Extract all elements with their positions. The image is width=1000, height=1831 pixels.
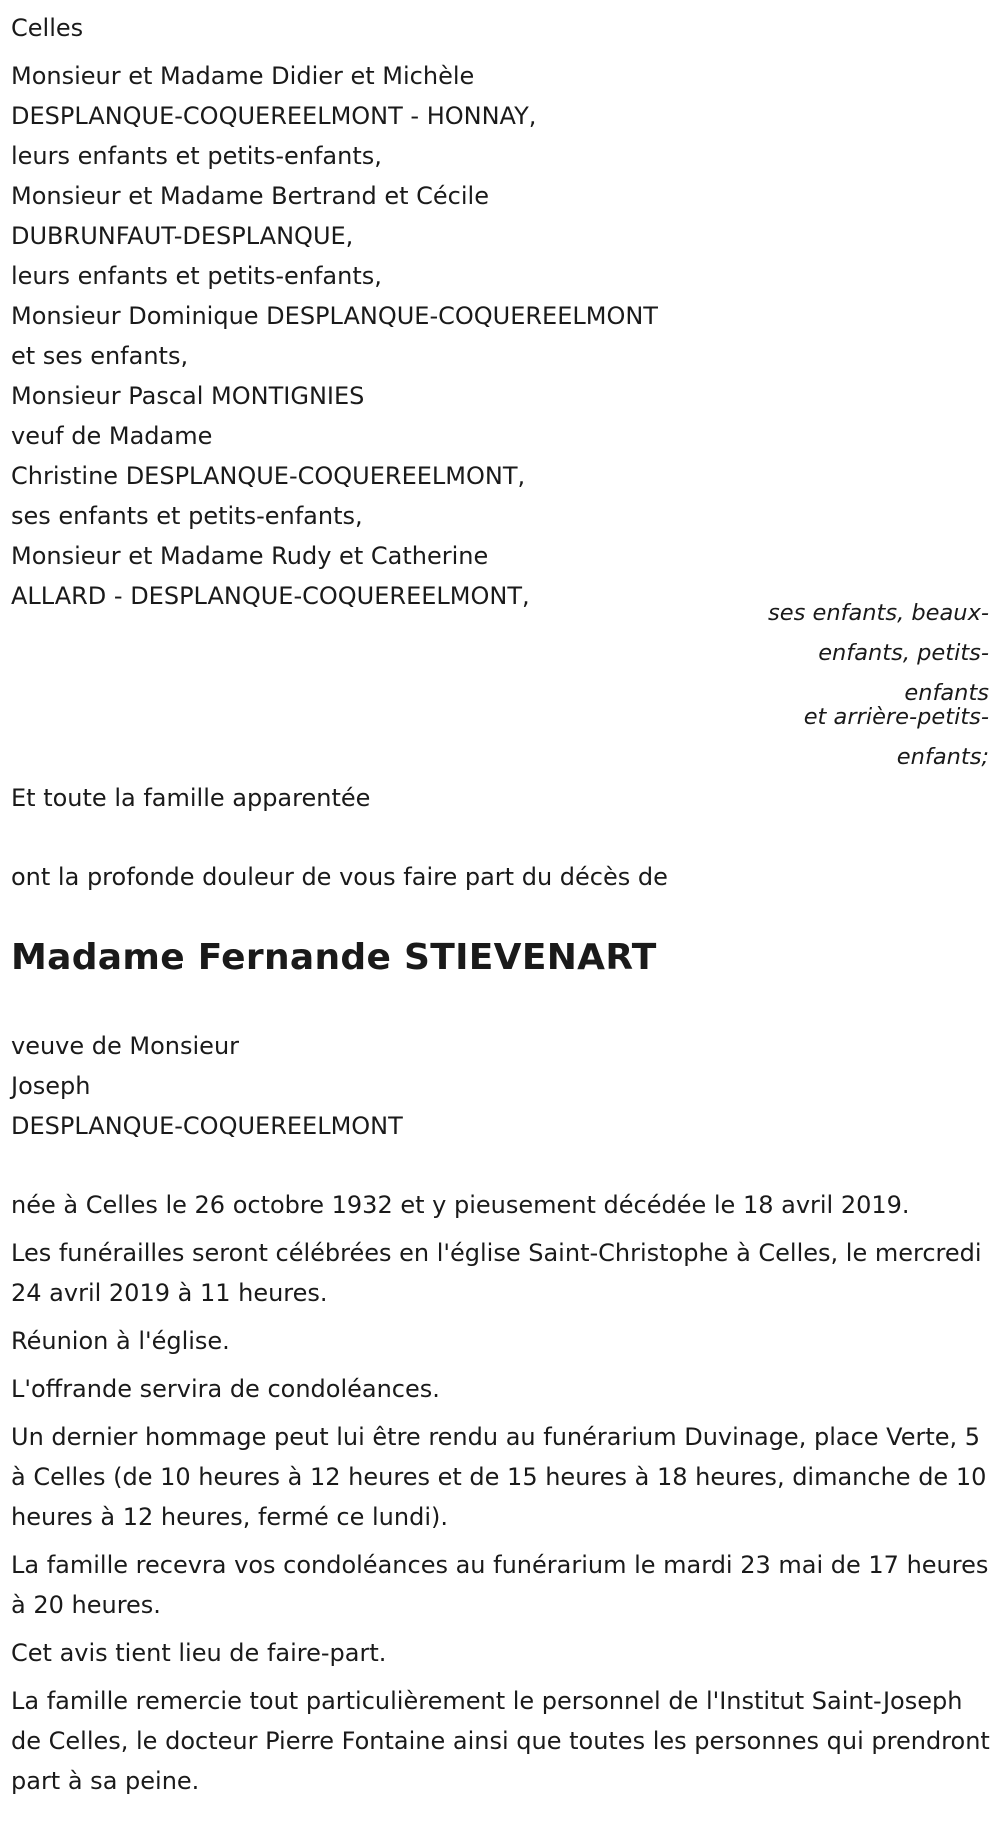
- signoff-line: enfants;: [896, 744, 989, 770]
- funeral-paragraph: Les funérailles seront célébrées en l'église Saint-Christophe à Celles, le mercredi 24 avril 2019 à 11 heures.: [11, 1239, 982, 1307]
- family-line: DESPLANQUE-COQUEREELMONT - HONNAY,: [11, 102, 537, 130]
- thanks-paragraph: La famille remercie tout particulièrement le personnel de l'Institut Saint-Joseph de Celles, le docteur Pierre Fontaine ainsi que toutes les personnes qui prendront part à sa peine.: [11, 1687, 990, 1795]
- signoff-line: enfants, petits-: [818, 640, 989, 666]
- signoff-line: ses enfants, beaux-: [768, 600, 989, 626]
- family-line: leurs enfants et petits-enfants,: [11, 262, 382, 290]
- family-line: et ses enfants,: [11, 342, 189, 370]
- signoff-block: [700, 593, 989, 777]
- family-line: Monsieur Dominique DESPLANQUE-COQUEREELMONT: [11, 302, 658, 330]
- family-line: veuf de Madame: [11, 422, 213, 450]
- family-line: Monsieur et Madame Didier et Michèle: [11, 62, 475, 90]
- family-line: ALLARD - DESPLANQUE-COQUEREELMONT,: [11, 582, 530, 610]
- widow-of-block: [11, 1026, 403, 1146]
- family-line: DUBRUNFAUT-DESPLANQUE,: [11, 222, 354, 250]
- place-name: Celles: [11, 14, 84, 42]
- signoff-line: enfants: [904, 680, 989, 706]
- family-list: [11, 56, 1000, 616]
- family-line: Monsieur Pascal MONTIGNIES: [11, 382, 365, 410]
- deceased-name: Madame Fernande STIEVENART: [11, 937, 657, 978]
- condolences-paragraph: La famille recevra vos condoléances au funérarium le mardi 23 mai de 17 heures à 20 heures.: [11, 1551, 989, 1619]
- family-line: leurs enfants et petits-enfants,: [11, 142, 382, 170]
- offering-paragraph: L'offrande servira de condoléances.: [11, 1375, 440, 1403]
- family-line: Monsieur et Madame Rudy et Catherine: [11, 542, 489, 570]
- widow-line: Joseph: [11, 1072, 91, 1100]
- birth-death-paragraph: née à Celles le 26 octobre 1932 et y pieusement décédée le 18 avril 2019.: [11, 1191, 910, 1219]
- meeting-paragraph: Réunion à l'église.: [11, 1327, 230, 1355]
- widow-line: veuve de Monsieur: [11, 1032, 240, 1060]
- family-line: Monsieur et Madame Bertrand et Cécile: [11, 182, 489, 210]
- family-line: Christine DESPLANQUE-COQUEREELMONT,: [11, 462, 526, 490]
- signoff-line: et arrière-petits-: [803, 704, 989, 730]
- extended-family-text: Et toute la famille apparentée: [11, 784, 371, 812]
- notice-paragraph: Cet avis tient lieu de faire-part.: [11, 1639, 387, 1667]
- announcement-text: ont la profonde douleur de vous faire part du décès de: [11, 863, 668, 891]
- family-line: ses enfants et petits-enfants,: [11, 502, 363, 530]
- tribute-paragraph: Un dernier hommage peut lui être rendu au funérarium Duvinage, place Verte, 5 à Celles (de 10 heures à 12 heures et de 15 heures à 18 heures, dimanche de 10 heures à 12 heures, fermé ce lundi).: [11, 1423, 987, 1531]
- widow-line: DESPLANQUE-COQUEREELMONT: [11, 1112, 403, 1140]
